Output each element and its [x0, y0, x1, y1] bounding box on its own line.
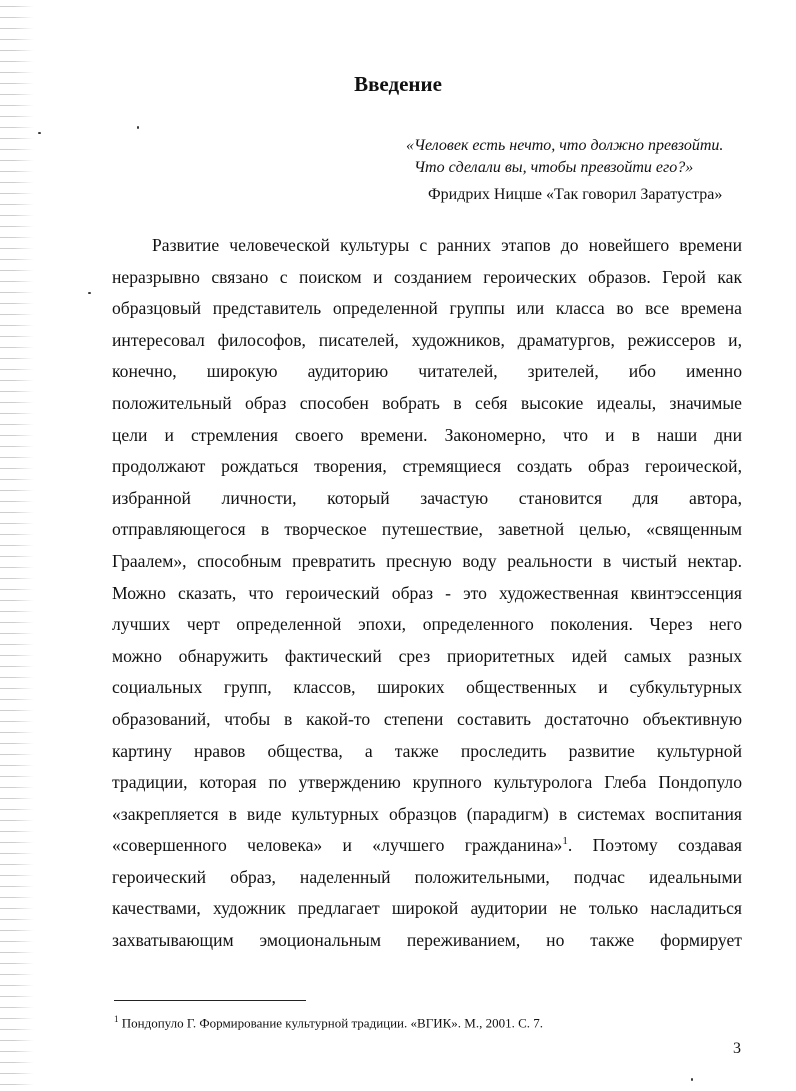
- footnote-number: 1: [114, 1014, 119, 1024]
- text-line: продолжают рождаться творения, стремящиеся создать образ героической,: [112, 456, 742, 477]
- epigraph-source: Фридрих Ницше «Так говорил Заратустра»: [428, 186, 723, 203]
- epigraph-line: «Человек есть нечто, что должно превзойти.: [406, 137, 724, 154]
- text-segment: «совершенного человека» и «лучшего гражданина»: [112, 835, 563, 856]
- text-line: Развитие человеческой культуры с ранних этапов до новейшего времени: [152, 235, 742, 255]
- text-line: можно обнаружить фактический срез приоритетных идей самых разных: [112, 645, 742, 666]
- text-line: лучших черт определенной эпохи, определенного поколения. Через него: [112, 614, 742, 635]
- scan-speck: [38, 132, 41, 134]
- text-line-with-footnote: [112, 830, 742, 862]
- epigraph: [406, 135, 746, 179]
- text-line: интересовал философов, писателей, художников, драматургов, режиссеров и,: [112, 329, 742, 350]
- text-line: образований, чтобы в какой-то степени составить достаточно объективную: [112, 708, 742, 729]
- text-line: положительный образ способен вобрать в себя высокие идеалы, значимые: [112, 392, 742, 413]
- text-line: качествами, художник предлагает широкой аудитории не только насладиться: [112, 898, 742, 919]
- text-line: конечно, широкую аудиторию читателей, зрителей, ибо именно: [112, 361, 742, 382]
- scan-edge-artifact: [0, 0, 34, 1091]
- scan-speck: [88, 292, 91, 294]
- body-paragraph: [112, 230, 742, 957]
- text-line: цели и стремления своего времени. Закономерно, что и в наши дни: [112, 424, 742, 445]
- epigraph-line: Что сделали вы, чтобы превзойти его?»: [414, 159, 694, 176]
- page-number: 3: [733, 1040, 741, 1057]
- text-segment: . Поэтому создавая: [567, 835, 742, 856]
- text-line: образцовый представитель определенной группы или класса во все времена: [112, 298, 742, 319]
- text-line: захватывающим эмоциональным переживанием, но также формирует: [112, 930, 742, 951]
- footnote-reference[interactable]: 1: [562, 835, 568, 848]
- text-line: «закрепляется в виде культурных образцов (парадигм) в системах воспитания: [112, 803, 742, 824]
- text-line: героический образ, наделенный положительными, подчас идеальными: [112, 866, 742, 887]
- footnote: [114, 1010, 543, 1032]
- text-line: социальных групп, классов, широких общественных и субкультурных: [112, 677, 742, 698]
- footnote-text: Пондопуло Г. Формирование культурной традиции. «ВГИК». М., 2001. С. 7.: [121, 1015, 543, 1031]
- scan-speck: [691, 1078, 693, 1081]
- text-line: отправляющегося в творческое путешествие, заветной целью, «священным: [112, 519, 742, 540]
- text-line: неразрывно связано с поиском и созданием героических образов. Герой как: [112, 266, 742, 287]
- scan-speck: [137, 126, 139, 129]
- text-line: Можно сказать, что героический образ - это художественная квинтэссенция: [112, 582, 742, 603]
- page-title: Введение: [354, 72, 442, 96]
- text-line: Граалем», способным превратить пресную воду реальности в чистый нектар.: [112, 550, 742, 571]
- text-line: избранной личности, который зачастую становится для автора,: [112, 487, 742, 508]
- text-line: традиции, которая по утверждению крупного культуролога Глеба Пондопуло: [112, 772, 742, 793]
- text-line: картину нравов общества, а также проследить развитие культурной: [112, 740, 742, 761]
- footnote-divider: [114, 1000, 306, 1001]
